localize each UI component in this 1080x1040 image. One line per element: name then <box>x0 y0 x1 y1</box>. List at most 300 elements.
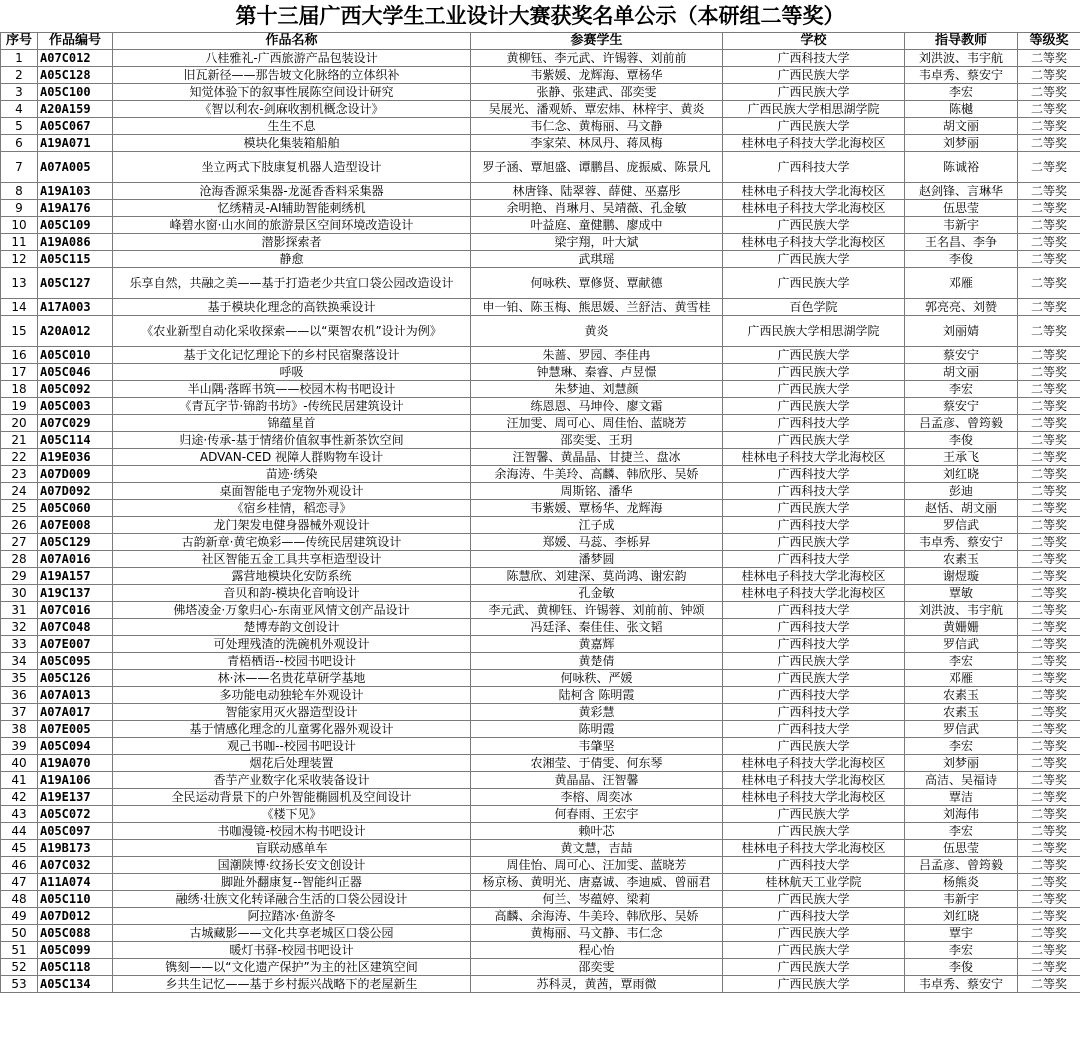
cell-index[interactable]: 9 <box>1 200 38 217</box>
cell-students[interactable]: 何兰、岑蕴婷、梁莉 <box>471 891 723 908</box>
cell-code[interactable]: A07D012 <box>38 908 113 925</box>
cell-work-name[interactable]: 《智以利农-剑麻收割机概念设计》 <box>113 101 471 118</box>
cell-students[interactable]: 黄柳钰、李元武、许锡蓉、刘前前 <box>471 50 723 67</box>
cell-work-name[interactable]: 苗迹·绣染 <box>113 466 471 483</box>
cell-school[interactable]: 桂林电子科技大学北海校区 <box>723 789 905 806</box>
cell-school[interactable]: 桂林电子科技大学北海校区 <box>723 200 905 217</box>
cell-code[interactable]: A07C029 <box>38 415 113 432</box>
cell-work-name[interactable]: 烟花后处理装置 <box>113 755 471 772</box>
cell-code[interactable]: A17A003 <box>38 299 113 316</box>
cell-work-name[interactable]: 《青瓦字节·锦韵书坊》-传统民居建筑设计 <box>113 398 471 415</box>
cell-advisor[interactable]: 邓雁 <box>905 670 1018 687</box>
cell-index[interactable]: 31 <box>1 602 38 619</box>
cell-code[interactable]: A05C097 <box>38 823 113 840</box>
cell-advisor[interactable]: 郭亮亮、刘赞 <box>905 299 1018 316</box>
cell-school[interactable]: 广西科技大学 <box>723 551 905 568</box>
cell-index[interactable]: 26 <box>1 517 38 534</box>
cell-school[interactable]: 广西民族大学 <box>723 925 905 942</box>
cell-award[interactable]: 二等奖 <box>1018 823 1080 840</box>
cell-award[interactable]: 二等奖 <box>1018 925 1080 942</box>
cell-advisor[interactable]: 刘梦丽 <box>905 755 1018 772</box>
cell-advisor[interactable]: 杨熊炎 <box>905 874 1018 891</box>
cell-code[interactable]: A05C129 <box>38 534 113 551</box>
cell-award[interactable]: 二等奖 <box>1018 755 1080 772</box>
cell-work-name[interactable]: 呼吸 <box>113 364 471 381</box>
cell-advisor[interactable]: 赵剑锋、言琳华 <box>905 183 1018 200</box>
cell-code[interactable]: A05C060 <box>38 500 113 517</box>
cell-school[interactable]: 广西民族大学 <box>723 432 905 449</box>
cell-work-name[interactable]: 可处理残渣的洗碗机外观设计 <box>113 636 471 653</box>
cell-index[interactable]: 4 <box>1 101 38 118</box>
cell-code[interactable]: A07D092 <box>38 483 113 500</box>
cell-index[interactable]: 14 <box>1 299 38 316</box>
cell-code[interactable]: A20A012 <box>38 316 113 347</box>
cell-school[interactable]: 广西民族大学 <box>723 891 905 908</box>
cell-school[interactable]: 广西民族大学 <box>723 251 905 268</box>
cell-students[interactable]: 陈慧欣、刘建深、莫尚鸿、谢宏韵 <box>471 568 723 585</box>
cell-students[interactable]: 韦仁念、黄梅丽、马文静 <box>471 118 723 135</box>
cell-index[interactable]: 33 <box>1 636 38 653</box>
cell-award[interactable]: 二等奖 <box>1018 183 1080 200</box>
cell-school[interactable]: 广西民族大学 <box>723 268 905 299</box>
cell-students[interactable]: 周佳怡、周可心、汪加雯、蓝晓芳 <box>471 857 723 874</box>
cell-school[interactable]: 广西民族大学 <box>723 976 905 993</box>
cell-code[interactable]: A05C072 <box>38 806 113 823</box>
cell-index[interactable]: 40 <box>1 755 38 772</box>
cell-students[interactable]: 陈明霞 <box>471 721 723 738</box>
cell-award[interactable]: 二等奖 <box>1018 704 1080 721</box>
cell-award[interactable]: 二等奖 <box>1018 118 1080 135</box>
cell-code[interactable]: A19A071 <box>38 135 113 152</box>
col-header-code[interactable]: 作品编号 <box>38 33 113 50</box>
cell-school[interactable]: 桂林电子科技大学北海校区 <box>723 183 905 200</box>
cell-work-name[interactable]: 桌面智能电子宠物外观设计 <box>113 483 471 500</box>
cell-work-name[interactable]: 静愈 <box>113 251 471 268</box>
cell-work-name[interactable]: 智能家用灭火器造型设计 <box>113 704 471 721</box>
cell-work-name[interactable]: 八桂雅礼-广西旅游产品包装设计 <box>113 50 471 67</box>
cell-code[interactable]: A19C137 <box>38 585 113 602</box>
cell-students[interactable]: 韦紫媛、覃杨华、龙辉海 <box>471 500 723 517</box>
cell-students[interactable]: 汪加雯、周可心、周佳怡、蓝晓芳 <box>471 415 723 432</box>
cell-award[interactable]: 二等奖 <box>1018 381 1080 398</box>
cell-school[interactable]: 广西民族大学 <box>723 534 905 551</box>
cell-advisor[interactable]: 刘洪波、韦宇航 <box>905 602 1018 619</box>
cell-students[interactable]: 李元武、黄柳钰、许锡蓉、刘前前、钟颂 <box>471 602 723 619</box>
cell-award[interactable]: 二等奖 <box>1018 534 1080 551</box>
cell-advisor[interactable]: 刘红晓 <box>905 908 1018 925</box>
cell-award[interactable]: 二等奖 <box>1018 84 1080 101</box>
cell-students[interactable]: 余明艳、肖琳月、吴靖薇、孔金敏 <box>471 200 723 217</box>
cell-award[interactable]: 二等奖 <box>1018 738 1080 755</box>
cell-school[interactable]: 广西民族大学 <box>723 67 905 84</box>
cell-school[interactable]: 桂林电子科技大学北海校区 <box>723 840 905 857</box>
cell-award[interactable]: 二等奖 <box>1018 636 1080 653</box>
cell-index[interactable]: 13 <box>1 268 38 299</box>
cell-work-name[interactable]: 观己书咖--校园书吧设计 <box>113 738 471 755</box>
cell-school[interactable]: 广西民族大学 <box>723 500 905 517</box>
cell-school[interactable]: 广西民族大学相思湖学院 <box>723 101 905 118</box>
cell-students[interactable]: 潘梦圆 <box>471 551 723 568</box>
cell-award[interactable]: 二等奖 <box>1018 50 1080 67</box>
cell-index[interactable]: 36 <box>1 687 38 704</box>
cell-award[interactable]: 二等奖 <box>1018 602 1080 619</box>
cell-school[interactable]: 广西科技大学 <box>723 908 905 925</box>
cell-work-name[interactable]: 生生不息 <box>113 118 471 135</box>
cell-code[interactable]: A05C126 <box>38 670 113 687</box>
cell-index[interactable]: 34 <box>1 653 38 670</box>
cell-advisor[interactable]: 刘丽婧 <box>905 316 1018 347</box>
cell-advisor[interactable]: 罗信武 <box>905 636 1018 653</box>
cell-code[interactable]: A05C003 <box>38 398 113 415</box>
cell-work-name[interactable]: 露营地模块化安防系统 <box>113 568 471 585</box>
cell-code[interactable]: A07A005 <box>38 152 113 183</box>
cell-index[interactable]: 20 <box>1 415 38 432</box>
cell-index[interactable]: 2 <box>1 67 38 84</box>
cell-index[interactable]: 3 <box>1 84 38 101</box>
cell-award[interactable]: 二等奖 <box>1018 217 1080 234</box>
cell-advisor[interactable]: 陈樾 <box>905 101 1018 118</box>
cell-award[interactable]: 二等奖 <box>1018 840 1080 857</box>
cell-work-name[interactable]: 暖灯书驿-校园书吧设计 <box>113 942 471 959</box>
cell-code[interactable]: A05C067 <box>38 118 113 135</box>
cell-work-name[interactable]: 《农业新型自动化采收探索——以“栗智农机”设计为例》 <box>113 316 471 347</box>
cell-students[interactable]: 黄彩慧 <box>471 704 723 721</box>
cell-award[interactable]: 二等奖 <box>1018 874 1080 891</box>
cell-code[interactable]: A05C046 <box>38 364 113 381</box>
cell-school[interactable]: 桂林电子科技大学北海校区 <box>723 755 905 772</box>
cell-students[interactable]: 黄文慧，吉喆 <box>471 840 723 857</box>
cell-index[interactable]: 39 <box>1 738 38 755</box>
cell-work-name[interactable]: 镌刻——以“文化遗产保护”为主的社区建筑空间 <box>113 959 471 976</box>
cell-index[interactable]: 16 <box>1 347 38 364</box>
cell-award[interactable]: 二等奖 <box>1018 619 1080 636</box>
cell-code[interactable]: A05C094 <box>38 738 113 755</box>
cell-advisor[interactable]: 农素玉 <box>905 687 1018 704</box>
cell-index[interactable]: 30 <box>1 585 38 602</box>
cell-award[interactable]: 二等奖 <box>1018 415 1080 432</box>
cell-advisor[interactable]: 李宏 <box>905 823 1018 840</box>
col-header-index[interactable]: 序号 <box>1 33 38 50</box>
cell-advisor[interactable]: 伍思莹 <box>905 840 1018 857</box>
cell-school[interactable]: 广西民族大学 <box>723 347 905 364</box>
cell-advisor[interactable]: 覃洁 <box>905 789 1018 806</box>
cell-index[interactable]: 45 <box>1 840 38 857</box>
cell-school[interactable]: 广西科技大学 <box>723 619 905 636</box>
cell-school[interactable]: 广西民族大学 <box>723 217 905 234</box>
cell-code[interactable]: A07E005 <box>38 721 113 738</box>
cell-index[interactable]: 17 <box>1 364 38 381</box>
cell-school[interactable]: 广西科技大学 <box>723 704 905 721</box>
cell-school[interactable]: 桂林电子科技大学北海校区 <box>723 234 905 251</box>
cell-students[interactable]: 赖叶芯 <box>471 823 723 840</box>
cell-work-name[interactable]: 锦蕴星首 <box>113 415 471 432</box>
cell-index[interactable]: 50 <box>1 925 38 942</box>
cell-award[interactable]: 二等奖 <box>1018 806 1080 823</box>
cell-code[interactable]: A07C032 <box>38 857 113 874</box>
cell-work-name[interactable]: 《宿乡桂情，稻恋寻》 <box>113 500 471 517</box>
cell-award[interactable]: 二等奖 <box>1018 432 1080 449</box>
cell-work-name[interactable]: 林·沐——名贵花草研学基地 <box>113 670 471 687</box>
cell-code[interactable]: A05C134 <box>38 976 113 993</box>
cell-students[interactable]: 汪智馨、黄晶晶、甘捷兰、盘冰 <box>471 449 723 466</box>
cell-work-name[interactable]: 融绣·壮族文化转译融合生活的口袋公园设计 <box>113 891 471 908</box>
cell-school[interactable]: 广西民族大学 <box>723 653 905 670</box>
cell-advisor[interactable]: 彭迪 <box>905 483 1018 500</box>
cell-work-name[interactable]: 旧瓦新径——那告坡文化脉络的立体织补 <box>113 67 471 84</box>
cell-code[interactable]: A05C118 <box>38 959 113 976</box>
cell-work-name[interactable]: 龙门架发电健身器械外观设计 <box>113 517 471 534</box>
cell-code[interactable]: A07C012 <box>38 50 113 67</box>
cell-work-name[interactable]: 古城藏影——文化共享老城区口袋公园 <box>113 925 471 942</box>
cell-code[interactable]: A19A086 <box>38 234 113 251</box>
cell-advisor[interactable]: 李俊 <box>905 959 1018 976</box>
cell-award[interactable]: 二等奖 <box>1018 364 1080 381</box>
cell-advisor[interactable]: 韦卓秀、蔡安宁 <box>905 976 1018 993</box>
cell-advisor[interactable]: 刘海伟 <box>905 806 1018 823</box>
cell-code[interactable]: A05C110 <box>38 891 113 908</box>
cell-school[interactable]: 广西民族大学 <box>723 959 905 976</box>
cell-index[interactable]: 8 <box>1 183 38 200</box>
cell-work-name[interactable]: 模块化集装箱船舶 <box>113 135 471 152</box>
cell-students[interactable]: 杨京杨、黄明光、唐嘉诚、李迪威、曾丽君 <box>471 874 723 891</box>
cell-award[interactable]: 二等奖 <box>1018 299 1080 316</box>
cell-index[interactable]: 12 <box>1 251 38 268</box>
cell-students[interactable]: 陆柯含 陈明霞 <box>471 687 723 704</box>
cell-award[interactable]: 二等奖 <box>1018 789 1080 806</box>
cell-advisor[interactable]: 农素玉 <box>905 551 1018 568</box>
cell-work-name[interactable]: 半山隅·落晖书筑——校园木构书吧设计 <box>113 381 471 398</box>
cell-index[interactable]: 6 <box>1 135 38 152</box>
cell-advisor[interactable]: 吕孟彦、曾筠毅 <box>905 857 1018 874</box>
cell-code[interactable]: A19E137 <box>38 789 113 806</box>
cell-advisor[interactable]: 李俊 <box>905 432 1018 449</box>
cell-award[interactable]: 二等奖 <box>1018 234 1080 251</box>
cell-work-name[interactable]: 基于情感化理念的儿童雾化器外观设计 <box>113 721 471 738</box>
cell-award[interactable]: 二等奖 <box>1018 517 1080 534</box>
cell-index[interactable]: 19 <box>1 398 38 415</box>
cell-school[interactable]: 桂林电子科技大学北海校区 <box>723 568 905 585</box>
cell-students[interactable]: 农湘莹、于倩雯、何东琴 <box>471 755 723 772</box>
cell-school[interactable]: 广西科技大学 <box>723 517 905 534</box>
cell-award[interactable]: 二等奖 <box>1018 976 1080 993</box>
cell-code[interactable]: A07C016 <box>38 602 113 619</box>
cell-students[interactable]: 邵奕雯 <box>471 959 723 976</box>
cell-work-name[interactable]: 全民运动背景下的户外智能椭圆机及空间设计 <box>113 789 471 806</box>
cell-advisor[interactable]: 韦卓秀、蔡安宁 <box>905 534 1018 551</box>
cell-award[interactable]: 二等奖 <box>1018 772 1080 789</box>
cell-work-name[interactable]: 乐享自然，共融之美——基于打造老少共宜口袋公园改造设计 <box>113 268 471 299</box>
cell-school[interactable]: 广西民族大学 <box>723 364 905 381</box>
cell-work-name[interactable]: 忆绣精灵-AI辅助智能刺绣机 <box>113 200 471 217</box>
cell-school[interactable]: 广西民族大学 <box>723 118 905 135</box>
cell-index[interactable]: 43 <box>1 806 38 823</box>
cell-index[interactable]: 21 <box>1 432 38 449</box>
cell-code[interactable]: A20A159 <box>38 101 113 118</box>
cell-index[interactable]: 23 <box>1 466 38 483</box>
cell-students[interactable]: 余海涛、牛美玲、高麟、韩欣彤、吴娇 <box>471 466 723 483</box>
cell-school[interactable]: 桂林电子科技大学北海校区 <box>723 585 905 602</box>
cell-award[interactable]: 二等奖 <box>1018 857 1080 874</box>
cell-students[interactable]: 钟慧琳、秦睿、卢昱憬 <box>471 364 723 381</box>
cell-work-name[interactable]: 乡共生记忆——基于乡村振兴战略下的老屋新生 <box>113 976 471 993</box>
cell-code[interactable]: A05C115 <box>38 251 113 268</box>
cell-work-name[interactable]: 峰碧水窗·山水间的旅游景区空间环境改造设计 <box>113 217 471 234</box>
cell-students[interactable]: 朱梦迪、刘慧颜 <box>471 381 723 398</box>
cell-students[interactable]: 黄楚倩 <box>471 653 723 670</box>
cell-index[interactable]: 44 <box>1 823 38 840</box>
cell-advisor[interactable]: 李宏 <box>905 84 1018 101</box>
cell-school[interactable]: 广西科技大学 <box>723 483 905 500</box>
cell-advisor[interactable]: 覃宇 <box>905 925 1018 942</box>
cell-award[interactable]: 二等奖 <box>1018 942 1080 959</box>
cell-award[interactable]: 二等奖 <box>1018 721 1080 738</box>
cell-work-name[interactable]: 《楼下见》 <box>113 806 471 823</box>
cell-award[interactable]: 二等奖 <box>1018 568 1080 585</box>
cell-advisor[interactable]: 李宏 <box>905 653 1018 670</box>
cell-students[interactable]: 黄晶晶、汪智馨 <box>471 772 723 789</box>
cell-school[interactable]: 广西科技大学 <box>723 466 905 483</box>
cell-advisor[interactable]: 陈诚裕 <box>905 152 1018 183</box>
cell-award[interactable]: 二等奖 <box>1018 152 1080 183</box>
cell-code[interactable]: A07D009 <box>38 466 113 483</box>
cell-advisor[interactable]: 邓雁 <box>905 268 1018 299</box>
cell-students[interactable]: 李榕、周奕冰 <box>471 789 723 806</box>
cell-index[interactable]: 42 <box>1 789 38 806</box>
cell-code[interactable]: A19A176 <box>38 200 113 217</box>
cell-code[interactable]: A07A017 <box>38 704 113 721</box>
cell-index[interactable]: 38 <box>1 721 38 738</box>
cell-work-name[interactable]: 音贝和韵-模块化音响设计 <box>113 585 471 602</box>
cell-award[interactable]: 二等奖 <box>1018 449 1080 466</box>
cell-code[interactable]: A05C114 <box>38 432 113 449</box>
cell-code[interactable]: A05C092 <box>38 381 113 398</box>
cell-award[interactable]: 二等奖 <box>1018 67 1080 84</box>
cell-advisor[interactable]: 覃敏 <box>905 585 1018 602</box>
cell-advisor[interactable]: 李宏 <box>905 381 1018 398</box>
cell-index[interactable]: 15 <box>1 316 38 347</box>
col-header-award[interactable]: 等级奖 <box>1018 33 1080 50</box>
cell-students[interactable]: 何春雨、王宏宇 <box>471 806 723 823</box>
cell-award[interactable]: 二等奖 <box>1018 500 1080 517</box>
cell-students[interactable]: 高麟、余海涛、牛美玲、韩欣彤、吴娇 <box>471 908 723 925</box>
cell-school[interactable]: 桂林电子科技大学北海校区 <box>723 772 905 789</box>
cell-advisor[interactable]: 韦新宇 <box>905 891 1018 908</box>
cell-students[interactable]: 吴展光、潘观娇、覃宏炜、林梓宇、黄炎 <box>471 101 723 118</box>
cell-award[interactable]: 二等奖 <box>1018 316 1080 347</box>
cell-students[interactable]: 韦肇坚 <box>471 738 723 755</box>
cell-award[interactable]: 二等奖 <box>1018 687 1080 704</box>
cell-work-name[interactable]: 基于文化记忆理论下的乡村民宿聚落设计 <box>113 347 471 364</box>
cell-award[interactable]: 二等奖 <box>1018 466 1080 483</box>
cell-school[interactable]: 广西科技大学 <box>723 50 905 67</box>
cell-work-name[interactable]: 楚博寿韵文创设计 <box>113 619 471 636</box>
cell-advisor[interactable]: 王名昌、李争 <box>905 234 1018 251</box>
cell-index[interactable]: 52 <box>1 959 38 976</box>
cell-advisor[interactable]: 罗信武 <box>905 517 1018 534</box>
cell-code[interactable]: A19B173 <box>38 840 113 857</box>
cell-work-name[interactable]: 盲联动感单车 <box>113 840 471 857</box>
cell-students[interactable]: 黄嘉辉 <box>471 636 723 653</box>
cell-index[interactable]: 22 <box>1 449 38 466</box>
cell-index[interactable]: 37 <box>1 704 38 721</box>
cell-code[interactable]: A07A013 <box>38 687 113 704</box>
cell-advisor[interactable]: 蔡安宁 <box>905 347 1018 364</box>
cell-advisor[interactable]: 农素玉 <box>905 704 1018 721</box>
cell-school[interactable]: 广西科技大学 <box>723 415 905 432</box>
cell-index[interactable]: 49 <box>1 908 38 925</box>
col-header-students[interactable]: 参赛学生 <box>471 33 723 50</box>
cell-code[interactable]: A05C088 <box>38 925 113 942</box>
cell-advisor[interactable]: 高洁、吴福诗 <box>905 772 1018 789</box>
cell-award[interactable]: 二等奖 <box>1018 959 1080 976</box>
cell-advisor[interactable]: 胡文丽 <box>905 118 1018 135</box>
cell-work-name[interactable]: 社区智能五金工具共享柜造型设计 <box>113 551 471 568</box>
cell-students[interactable]: 林唐锋、陆翠蓉、薛健、巫嘉彤 <box>471 183 723 200</box>
cell-award[interactable]: 二等奖 <box>1018 483 1080 500</box>
cell-work-name[interactable]: 基于模块化理念的高铁换乘设计 <box>113 299 471 316</box>
cell-students[interactable]: 周斯铭、潘华 <box>471 483 723 500</box>
cell-students[interactable]: 练恩恩、马坤伶、廖文霜 <box>471 398 723 415</box>
cell-students[interactable]: 李家荣、林凤丹、蒋凤梅 <box>471 135 723 152</box>
cell-code[interactable]: A19A157 <box>38 568 113 585</box>
cell-advisor[interactable]: 李宏 <box>905 738 1018 755</box>
cell-school[interactable]: 广西民族大学 <box>723 806 905 823</box>
cell-students[interactable]: 孔金敏 <box>471 585 723 602</box>
cell-code[interactable]: A19E036 <box>38 449 113 466</box>
cell-school[interactable]: 桂林航天工业学院 <box>723 874 905 891</box>
cell-advisor[interactable]: 蔡安宁 <box>905 398 1018 415</box>
cell-award[interactable]: 二等奖 <box>1018 670 1080 687</box>
cell-index[interactable]: 10 <box>1 217 38 234</box>
cell-work-name[interactable]: 佛塔凌金·万象归心-东南亚风情文创产品设计 <box>113 602 471 619</box>
cell-students[interactable]: 武琪瑶 <box>471 251 723 268</box>
cell-index[interactable]: 41 <box>1 772 38 789</box>
cell-school[interactable]: 广西科技大学 <box>723 687 905 704</box>
cell-index[interactable]: 51 <box>1 942 38 959</box>
cell-school[interactable]: 广西民族大学 <box>723 738 905 755</box>
cell-advisor[interactable]: 罗信武 <box>905 721 1018 738</box>
cell-award[interactable]: 二等奖 <box>1018 101 1080 118</box>
cell-students[interactable]: 黄梅丽、马文静、韦仁念 <box>471 925 723 942</box>
cell-index[interactable]: 53 <box>1 976 38 993</box>
cell-school[interactable]: 广西科技大学 <box>723 721 905 738</box>
cell-advisor[interactable]: 谢煜璇 <box>905 568 1018 585</box>
cell-students[interactable]: 叶益庭、童健鹏、廖成中 <box>471 217 723 234</box>
cell-award[interactable]: 二等奖 <box>1018 653 1080 670</box>
cell-index[interactable]: 48 <box>1 891 38 908</box>
cell-code[interactable]: A05C099 <box>38 942 113 959</box>
cell-school[interactable]: 广西民族大学 <box>723 823 905 840</box>
cell-school[interactable]: 广西科技大学 <box>723 602 905 619</box>
cell-advisor[interactable]: 刘红晓 <box>905 466 1018 483</box>
cell-work-name[interactable]: 书咖漫镜-校园木构书吧设计 <box>113 823 471 840</box>
cell-school[interactable]: 广西民族大学 <box>723 398 905 415</box>
cell-award[interactable]: 二等奖 <box>1018 135 1080 152</box>
cell-index[interactable]: 25 <box>1 500 38 517</box>
cell-advisor[interactable]: 李俊 <box>905 251 1018 268</box>
cell-work-name[interactable]: 香芋产业数字化采收装备设计 <box>113 772 471 789</box>
cell-index[interactable]: 35 <box>1 670 38 687</box>
cell-school[interactable]: 广西民族大学 <box>723 84 905 101</box>
cell-students[interactable]: 申一铂、陈玉梅、熊思媛、兰舒洁、黄雪桂 <box>471 299 723 316</box>
cell-students[interactable]: 程心怡 <box>471 942 723 959</box>
cell-index[interactable]: 7 <box>1 152 38 183</box>
cell-code[interactable]: A05C095 <box>38 653 113 670</box>
cell-work-name[interactable]: 潜影探索者 <box>113 234 471 251</box>
col-header-advisor[interactable]: 指导教师 <box>905 33 1018 50</box>
cell-students[interactable]: 江子成 <box>471 517 723 534</box>
cell-index[interactable]: 5 <box>1 118 38 135</box>
